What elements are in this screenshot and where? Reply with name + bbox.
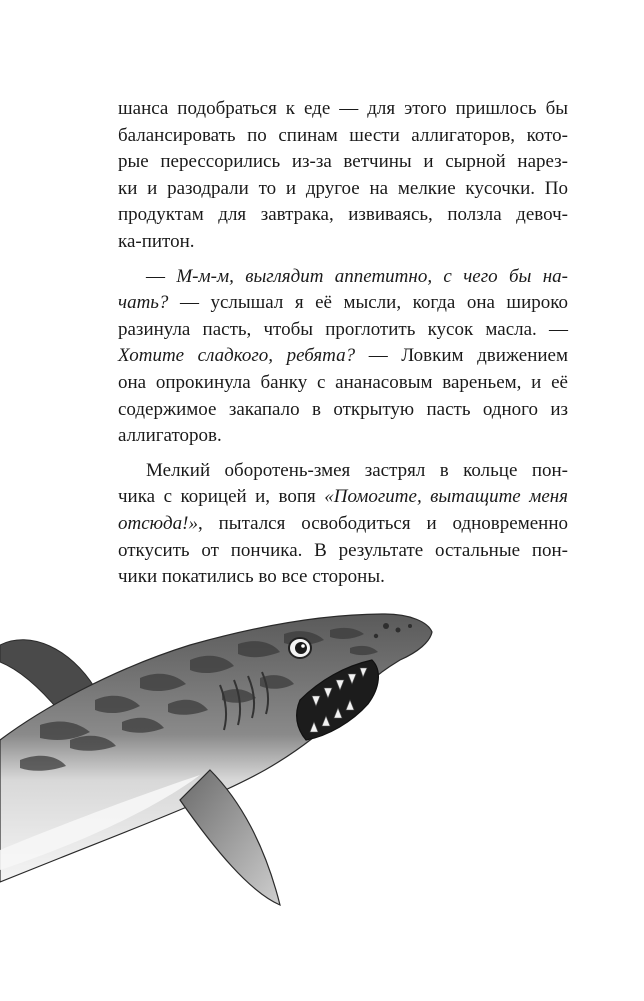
text-segment: —: [146, 265, 177, 287]
pectoral-fin: [180, 770, 280, 905]
text-segment: , пытался освободиться и одновременно: [198, 512, 568, 534]
text-line: [118, 96, 568, 123]
text-segment: рые перессорились из-за ветчины и сырной нарез-: [118, 151, 568, 173]
text-line: [118, 290, 568, 317]
text-segment: содержимое закапало в открытую пасть одного из: [118, 398, 568, 420]
text-segment: — Ловким движением: [355, 345, 568, 367]
text-line: [118, 397, 568, 424]
paragraph-gap: [118, 256, 568, 264]
text-line: [118, 317, 568, 344]
text-line: [118, 343, 568, 370]
text-line: [118, 370, 568, 397]
text-segment: откусить от пончика. В результате остальные пон-: [118, 539, 568, 561]
text-line: [118, 484, 568, 511]
paragraph-gap: [118, 450, 568, 458]
text-segment: ки и разодрали то и другое на мелкие кусочки. По: [118, 177, 568, 199]
italic-text: «Помогите, вытащите меня: [324, 486, 569, 508]
text-line: [118, 176, 568, 203]
text-segment: — услышал я её мысли, когда она широко: [168, 292, 568, 314]
text-segment: разинула пасть, чтобы проглотить кусок масла. —: [118, 318, 568, 340]
italic-text: М-м-м, выглядит аппетитно, с чего бы на-: [176, 265, 569, 287]
shark-illustration: [0, 600, 460, 930]
text-line: [118, 564, 568, 591]
italic-text: чать?: [118, 292, 169, 314]
text-segment: аллигаторов.: [118, 425, 222, 447]
text-segment: ка-питон.: [118, 230, 195, 252]
text-segment: балансировать по спинам шести аллигаторов, кото-: [118, 124, 568, 146]
text-line: [118, 229, 568, 256]
text-segment: чика с корицей и, вопя: [118, 486, 325, 508]
text-line: [118, 264, 568, 291]
text-segment: Мелкий оборотень-змея застрял в кольце пон-: [146, 459, 568, 481]
body-text: [118, 96, 568, 591]
text-line: [118, 538, 568, 565]
italic-text: отсюда!»: [118, 512, 198, 534]
text-line: [118, 511, 568, 538]
text-segment: чики покатились во все стороны.: [118, 566, 385, 588]
italic-text: Хотите сладкого, ребята?: [118, 345, 356, 367]
text-line: [118, 202, 568, 229]
eye: [289, 638, 311, 658]
text-line: [118, 149, 568, 176]
text-line: [118, 458, 568, 485]
text-segment: продуктам для завтрака, извиваясь, ползла девоч-: [118, 204, 568, 226]
text-segment: шанса подобраться к еде — для этого пришлось бы: [118, 98, 568, 119]
text-line: [118, 423, 568, 450]
text-line: [118, 123, 568, 150]
text-segment: она опрокинула банку с ананасовым вареньем, и её: [118, 371, 568, 393]
